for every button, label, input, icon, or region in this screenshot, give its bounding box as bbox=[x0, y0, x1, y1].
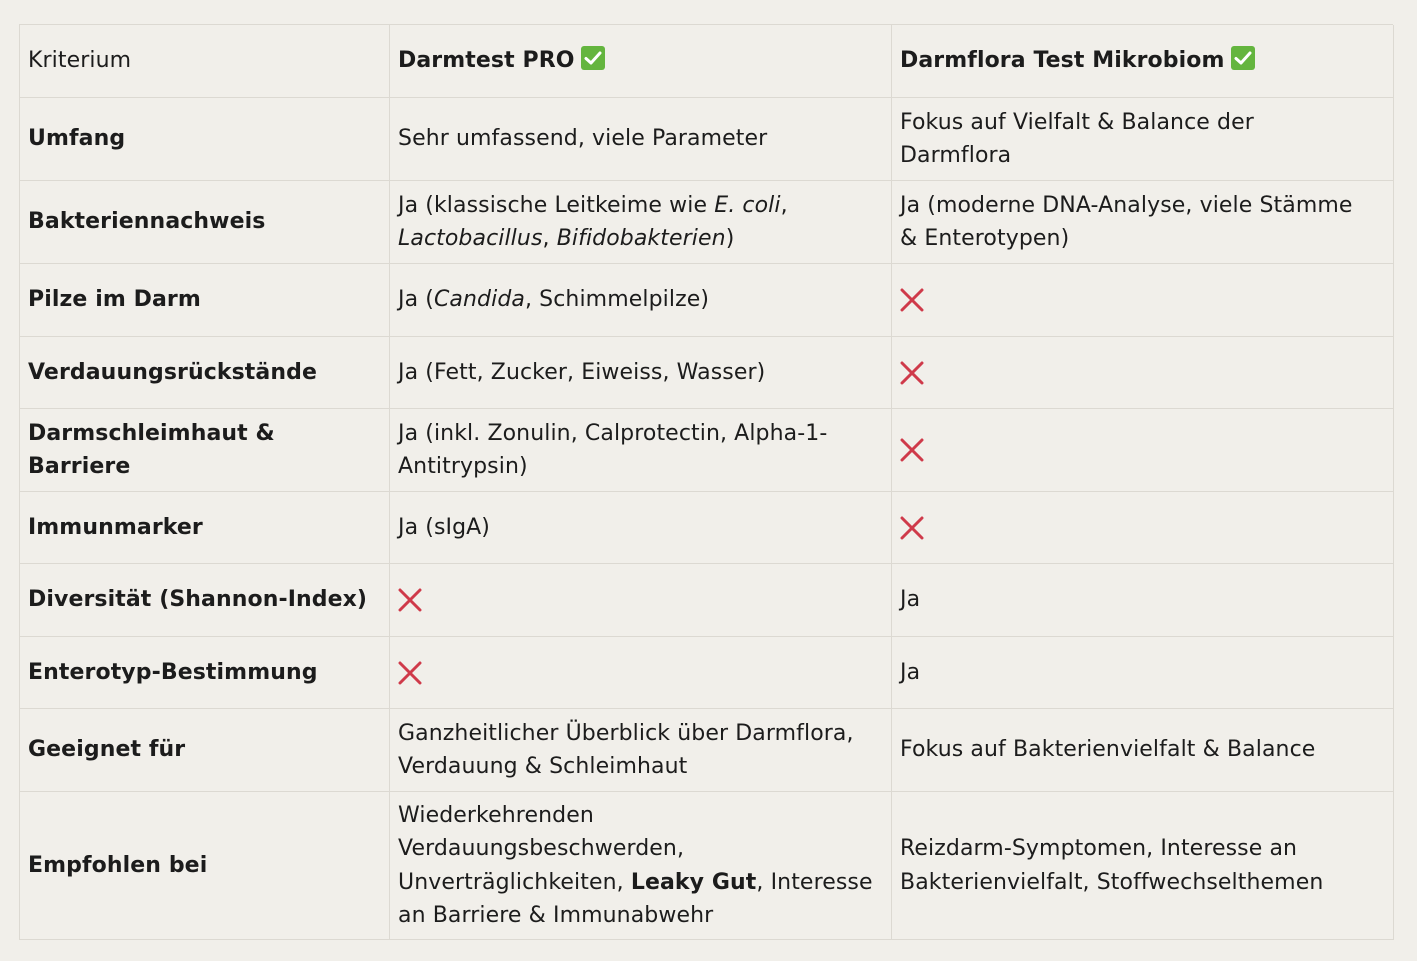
value-text: Bakterienvielfalt, Stoffwechselthemen bbox=[900, 869, 1324, 895]
value-text: Fokus auf Bakterienvielfalt & Balance bbox=[900, 737, 1316, 763]
criterion-immunmarker: Immunmarker bbox=[28, 514, 203, 540]
value-text: Verdauung & Schleimhaut bbox=[398, 754, 688, 779]
criterion-cell bbox=[20, 709, 390, 792]
darmflora-cell bbox=[892, 709, 1394, 792]
comparison-table bbox=[19, 24, 1393, 940]
value-text: an Barriere & Immunabwehr bbox=[398, 903, 714, 928]
table-row bbox=[20, 709, 1393, 792]
criterion-cell bbox=[20, 337, 390, 409]
header-col2-cell bbox=[892, 25, 1394, 98]
value-text: Ja (Fett, Zucker, Eiweiss, Wasser) bbox=[398, 359, 766, 385]
darmflora-cell bbox=[892, 492, 1394, 564]
value-text: Verdauungsbeschwerden, bbox=[398, 836, 685, 861]
table-row bbox=[20, 637, 1393, 709]
darmflora-cell bbox=[892, 337, 1394, 409]
table-row bbox=[20, 564, 1393, 637]
value-text: Fokus auf Vielfalt & Balance der bbox=[900, 109, 1254, 135]
cross-icon bbox=[398, 661, 422, 685]
table-header-row bbox=[20, 25, 1393, 98]
cross-icon bbox=[900, 361, 924, 385]
value-text: Ja (klassische Leitkeime wie bbox=[398, 192, 715, 218]
value-text: Wiederkehrenden bbox=[398, 802, 594, 828]
value-text: ) bbox=[725, 226, 735, 251]
table-row bbox=[20, 792, 1393, 940]
criterion-empfohlen: Empfohlen bei bbox=[28, 852, 208, 878]
value-text: Ganzheitlicher Überblick über Darmflora, bbox=[398, 720, 854, 746]
value-text: Antitrypsin) bbox=[398, 454, 528, 479]
value-text: , bbox=[780, 192, 788, 218]
table-row bbox=[20, 337, 1393, 409]
criterion-cell bbox=[20, 264, 390, 337]
value-text: Reizdarm-Symptomen, Interesse an bbox=[900, 836, 1298, 861]
value-text: Ja (sIgA) bbox=[398, 514, 490, 540]
table-row bbox=[20, 264, 1393, 337]
darmtest-pro-cell bbox=[390, 181, 892, 264]
criterion-darmschleimhaut: Darmschleimhaut & Barriere bbox=[28, 420, 275, 479]
criterion-cell bbox=[20, 637, 390, 709]
cross-icon bbox=[398, 588, 422, 612]
table-row bbox=[20, 98, 1393, 181]
table-row bbox=[20, 492, 1393, 564]
cross-icon bbox=[900, 516, 924, 540]
darmtest-pro-cell bbox=[390, 264, 892, 337]
darmtest-pro-cell bbox=[390, 564, 892, 637]
criterion-cell bbox=[20, 792, 390, 940]
value-text-bold: Leaky Gut bbox=[630, 869, 757, 895]
value-text: Darmflora bbox=[900, 143, 1012, 168]
value-text: Sehr umfassend, viele Parameter bbox=[398, 126, 768, 152]
criterion-cell bbox=[20, 98, 390, 181]
criterion-umfang: Umfang bbox=[28, 126, 126, 152]
darmtest-pro-cell bbox=[390, 492, 892, 564]
criterion-cell bbox=[20, 181, 390, 264]
darmtest-pro-cell bbox=[390, 709, 892, 792]
check-icon bbox=[1231, 46, 1255, 70]
value-text: Ja ( bbox=[398, 287, 434, 313]
value-text: , Schimmelpilze) bbox=[524, 287, 710, 313]
darmflora-cell bbox=[892, 637, 1394, 709]
value-text-italic: E. coli bbox=[714, 192, 781, 218]
criterion-cell bbox=[20, 492, 390, 564]
value-text: Ja (inkl. Zonulin, Calprotectin, Alpha-1- bbox=[398, 420, 828, 446]
criterion-pilze: Pilze im Darm bbox=[28, 287, 201, 313]
darmtest-pro-cell bbox=[390, 792, 892, 940]
header-criterion-cell bbox=[20, 25, 390, 98]
header-darmflora-test: Darmflora Test Mikrobiom bbox=[900, 48, 1225, 74]
criterion-bakteriennachweis: Bakteriennachweis bbox=[28, 209, 266, 235]
value-text: , Interesse bbox=[756, 869, 873, 895]
value-text: & Enterotypen) bbox=[900, 226, 1070, 251]
darmflora-cell bbox=[892, 181, 1394, 264]
value-text-italic: Bifidobakterien bbox=[556, 226, 726, 251]
criterion-geeignet: Geeignet für bbox=[28, 737, 186, 763]
criterion-verdauungsrueckstaende: Verdauungsrückstände bbox=[28, 359, 317, 385]
darmflora-cell bbox=[892, 792, 1394, 940]
value-text: Ja bbox=[900, 659, 921, 685]
criterion-cell bbox=[20, 564, 390, 637]
darmtest-pro-cell bbox=[390, 98, 892, 181]
value-text-italic: Lactobacillus bbox=[398, 226, 543, 251]
header-criterion: Kriterium bbox=[28, 48, 132, 74]
value-text-italic: Candida bbox=[433, 287, 525, 313]
criterion-diversitaet: Diversität (Shannon-Index) bbox=[28, 587, 368, 613]
header-darmtest-pro: Darmtest PRO bbox=[398, 48, 575, 74]
table-row bbox=[20, 181, 1393, 264]
darmflora-cell bbox=[892, 264, 1394, 337]
darmflora-cell bbox=[892, 564, 1394, 637]
cross-icon bbox=[900, 288, 924, 312]
value-text: Unverträglichkeiten, bbox=[398, 869, 631, 895]
cross-icon bbox=[900, 438, 924, 462]
value-text: , bbox=[542, 226, 557, 251]
table-row bbox=[20, 409, 1393, 492]
value-text: Ja bbox=[900, 587, 921, 613]
darmtest-pro-cell bbox=[390, 337, 892, 409]
darmflora-cell bbox=[892, 98, 1394, 181]
criterion-enterotyp: Enterotyp-Bestimmung bbox=[28, 659, 318, 685]
value-text: Ja (moderne DNA-Analyse, viele Stämme bbox=[900, 192, 1353, 218]
darmtest-pro-cell bbox=[390, 409, 892, 492]
darmtest-pro-cell bbox=[390, 637, 892, 709]
header-col1-cell bbox=[390, 25, 892, 98]
darmflora-cell bbox=[892, 409, 1394, 492]
criterion-cell bbox=[20, 409, 390, 492]
check-icon bbox=[581, 46, 605, 70]
